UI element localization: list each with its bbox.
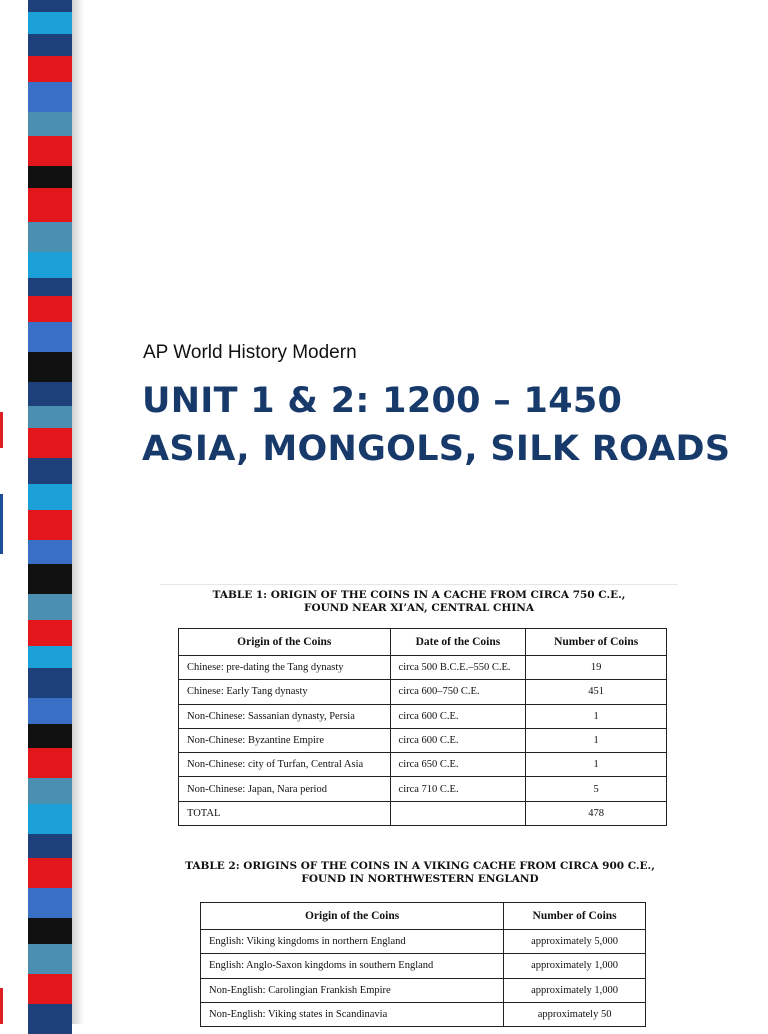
stripe-segment: [28, 166, 72, 188]
table-2-number-cell: approximately 5,000: [504, 930, 646, 954]
stripe-segment: [28, 0, 72, 12]
stripe-segment: [28, 458, 72, 484]
table-1-header-row: [179, 629, 667, 656]
stripe-segment: [28, 296, 72, 322]
edge-marker-red-bottom: [0, 988, 3, 1024]
stripe-segment: [28, 918, 72, 944]
table-1-number-cell: 451: [526, 680, 667, 704]
edge-marker-blue: [0, 494, 3, 554]
stripe-segment: [28, 540, 72, 564]
stripe-segment: [28, 352, 72, 382]
table-1-origin-cell: Non-Chinese: Japan, Nara period: [179, 777, 391, 801]
stripe-segment: [28, 834, 72, 858]
stripe-segment: [28, 778, 72, 804]
table-1-date-cell: circa 710 C.E.: [390, 777, 526, 801]
edge-marker-red: [0, 412, 3, 448]
table-2-origin-cell: Non-English: Viking states in Scandinavia: [201, 1002, 504, 1026]
table-1-caption-line-1: TABLE 1: ORIGIN OF THE COINS IN A CACHE FROM CIRCA 750 C.E.,: [212, 589, 626, 601]
table-2-row: [201, 1002, 646, 1026]
table-1-number-cell: 1: [526, 704, 667, 728]
table-2-header-row: [201, 903, 646, 930]
table-1-origin-cell: TOTAL: [179, 801, 391, 825]
table-1-header-origin: Origin of the Coins: [179, 629, 391, 656]
table-1-row: [179, 777, 667, 801]
slide-title-line-2: ASIA, MONGOLS, SILK ROADS: [142, 429, 731, 469]
table-1-number-cell: 19: [526, 656, 667, 680]
stripe-segment: [28, 646, 72, 668]
table-1: [178, 628, 667, 826]
table-1-date-cell: circa 600 C.E.: [390, 728, 526, 752]
table-1-number-cell: 1: [526, 753, 667, 777]
table-2: [200, 902, 646, 1027]
stripe-segment: [28, 278, 72, 296]
table-1-origin-cell: Non-Chinese: city of Turfan, Central Asia: [179, 753, 391, 777]
stripe-segment: [28, 974, 72, 1004]
table-1-date-cell: circa 600 C.E.: [390, 704, 526, 728]
table-1-date-cell: circa 600–750 C.E.: [390, 680, 526, 704]
table-1-row: [179, 680, 667, 704]
stripe-segment: [28, 428, 72, 458]
table-2-origin-cell: Non-English: Carolingian Frankish Empire: [201, 978, 504, 1002]
slide-subtitle: AP World History Modern: [143, 342, 357, 363]
stripe-segment: [28, 12, 72, 34]
table-1-row: [179, 728, 667, 752]
stripe-segment: [28, 698, 72, 724]
table-2-caption-line-2: FOUND IN NORTHWESTERN ENGLAND: [301, 873, 539, 885]
stripe-segment: [28, 382, 72, 406]
stripe-segment: [28, 252, 72, 278]
table-1-date-cell: circa 650 C.E.: [390, 753, 526, 777]
table-1-number-cell: 478: [526, 801, 667, 825]
table-1-date-cell: circa 500 B.C.E.–550 C.E.: [390, 656, 526, 680]
table-1-origin-cell: Chinese: pre-dating the Tang dynasty: [179, 656, 391, 680]
slide-title-line-1: UNIT 1 & 2: 1200 – 1450: [142, 381, 623, 421]
table-1-row: [179, 704, 667, 728]
table-1-header-number: Number of Coins: [526, 629, 667, 656]
stripe-segment: [28, 112, 72, 136]
stripe-shadow: [72, 0, 84, 1024]
table-2-origin-cell: English: Anglo-Saxon kingdoms in southern England: [201, 954, 504, 978]
stripe-segment: [28, 484, 72, 510]
table-2-figure: [180, 856, 660, 1021]
table-2-number-cell: approximately 1,000: [504, 954, 646, 978]
table-1-row: [179, 801, 667, 825]
table-1-header-date: Date of the Coins: [390, 629, 526, 656]
stripe-segment: [28, 804, 72, 834]
table-1-origin-cell: Chinese: Early Tang dynasty: [179, 680, 391, 704]
stripe-segment: [28, 668, 72, 698]
table-1-number-cell: 5: [526, 777, 667, 801]
stripe-segment: [28, 888, 72, 918]
table-1-origin-cell: Non-Chinese: Byzantine Empire: [179, 728, 391, 752]
table-1-caption-line-2: FOUND NEAR XI’AN, CENTRAL CHINA: [304, 602, 534, 614]
stripe-segment: [28, 620, 72, 646]
stripe-segment: [28, 56, 72, 82]
table-1-row: [179, 656, 667, 680]
table-2-number-cell: approximately 50: [504, 1002, 646, 1026]
table-2-header-origin: Origin of the Coins: [201, 903, 504, 930]
stripe-segment: [28, 510, 72, 540]
table-2-caption: [180, 860, 660, 886]
stripe-segment: [28, 136, 72, 166]
slide-title: [142, 377, 730, 473]
table-2-header-number: Number of Coins: [504, 903, 646, 930]
stripe-segment: [28, 322, 72, 352]
table-2-number-cell: approximately 1,000: [504, 978, 646, 1002]
table-1-caption: [160, 589, 678, 615]
stripe-segment: [28, 82, 72, 112]
table-1-row: [179, 753, 667, 777]
stripe-segment: [28, 858, 72, 888]
decorative-stripe-bar: [28, 0, 72, 1024]
table-2-row: [201, 954, 646, 978]
table-1-figure: [160, 584, 678, 835]
table-2-row: [201, 930, 646, 954]
stripe-segment: [28, 406, 72, 428]
table-1-number-cell: 1: [526, 728, 667, 752]
table-2-origin-cell: English: Viking kingdoms in northern England: [201, 930, 504, 954]
stripe-segment: [28, 594, 72, 620]
stripe-segment: [28, 944, 72, 974]
table-1-origin-cell: Non-Chinese: Sassanian dynasty, Persia: [179, 704, 391, 728]
table-2-row: [201, 978, 646, 1002]
stripe-segment: [28, 748, 72, 778]
stripe-segment: [28, 724, 72, 748]
stripe-segment: [28, 564, 72, 594]
stripe-segment: [28, 1004, 72, 1034]
stripe-segment: [28, 222, 72, 252]
table-2-caption-line-1: TABLE 2: ORIGINS OF THE COINS IN A VIKING CACHE FROM CIRCA 900 C.E.,: [185, 860, 655, 872]
stripe-segment: [28, 188, 72, 222]
stripe-segment: [28, 34, 72, 56]
table-1-date-cell: [390, 801, 526, 825]
